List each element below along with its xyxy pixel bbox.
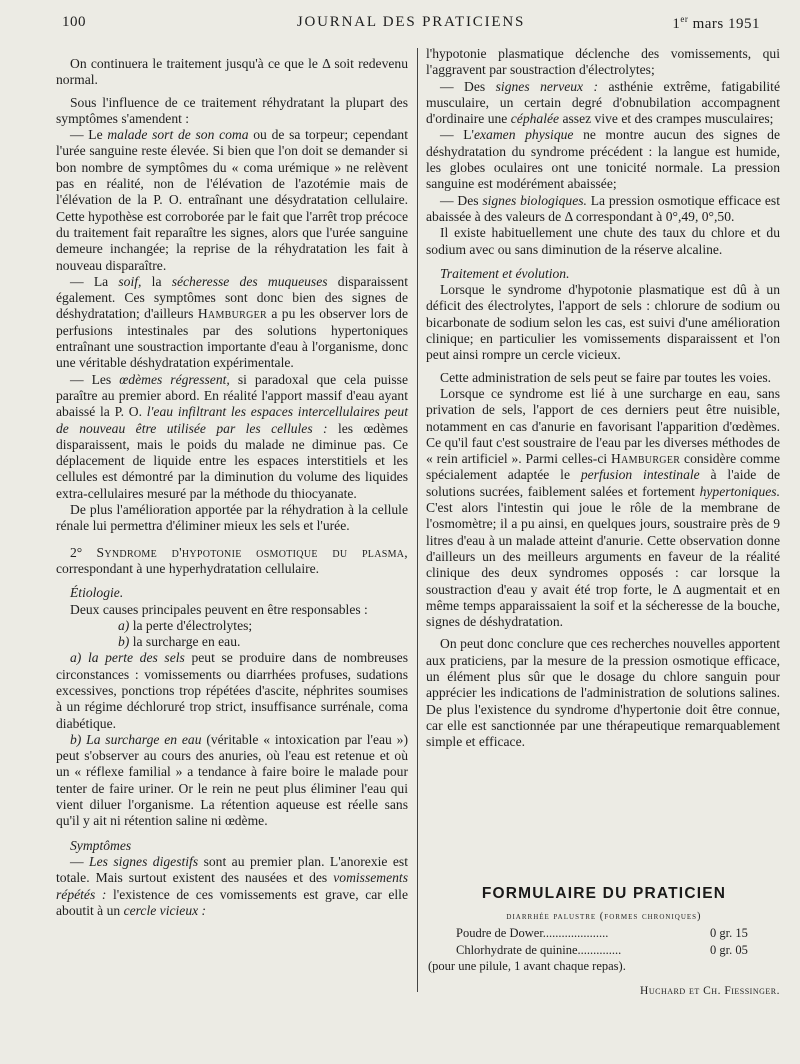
formulaire-title: FORMULAIRE DU PRATICIEN bbox=[481, 885, 727, 902]
paragraph: l'hypotonie plasmatique déclenche des vomissements, qui l'aggravent par soustraction d'électrolytes; bbox=[426, 46, 780, 78]
page-number: 100 bbox=[62, 14, 86, 30]
list-item: b) la surcharge en eau. bbox=[118, 634, 241, 650]
paragraph: — L'examen physique ne montre aucun des signes de déshydratation du syndrome précédent : la langue est humide, les globes oculaires ont une tonicité normale. La pression sanguine est modérément abaissée; bbox=[426, 127, 780, 192]
prescription-row bbox=[428, 943, 780, 958]
paragraph: — Des signes nerveux : asthénie extrême, fatigabilité musculaire, un certain degré d'obnubilation accompagnent d'ordinaire une céphalée assez vive et des crampes musculaires; bbox=[426, 78, 780, 127]
paragraph: De plus l'amélioration apportée par la réhydration à la cellule rénale lui permettra d'éliminer mieux les sels et l'urée. bbox=[56, 502, 408, 534]
section-heading: 2° Syndrome d'hypotonie osmotique du plasma, correspondant à une hyperhydratation cellulaire. bbox=[56, 544, 409, 576]
subheading-symptomes: Symptômes bbox=[70, 837, 132, 853]
paragraph: — Les signes digestifs sont au premier plan. L'anorexie est totale. Mais surtout existent des nausées et des vomissements répétés : l'existence de ces vomissements est grave, car elle aboutit à un cercle vicieux : bbox=[56, 853, 408, 918]
prescription-authors: Huchard et Ch. Fiessinger. bbox=[640, 985, 780, 997]
paragraph: Deux causes principales peuvent en être responsables : bbox=[70, 601, 368, 617]
paragraph: — Des signes biologiques. La pression osmotique efficace est abaissée à des valeurs de Δ correspondant à 0°,49, 0°,50. bbox=[426, 192, 780, 224]
paragraph: — Les œdèmes régressent, si paradoxal que cela puisse paraître au premier abord. En réalité l'apport massif d'eau ayant abaissé la P. O. l'eau infiltrant les espaces intercellulaires peut de nouveau être utilisée par les cellules : les œdèmes disparaissent, mais le poids du malade ne diminue pas. Ce déplacement de liquide entre les espaces interstitiels et les cellules est démontré par la diminution du volume des liquides extra-cellulaires mesuré par la méthode du thiocyanate. bbox=[56, 371, 408, 501]
paragraph: On peut donc conclure que ces recherches nouvelles apportent aux praticiens, par la mesure de la pression osmotique efficace, un élément plus sûr que le dosage du chlore sanguin pour apprécier les indications de l'administration de solutions salines. De plus l'existence du syndrome d'hypertonie doit être connue, car elle est sanctionnée par une thérapeutique remarquablement simple et efficace. bbox=[426, 636, 780, 750]
journal-title: JOURNAL DES PRATICIENS bbox=[296, 14, 526, 30]
ingredient-label: Poudre de Dower..................... bbox=[456, 926, 609, 940]
subheading-etiologie: Étiologie. bbox=[70, 585, 124, 601]
paragraph: On continuera le traitement jusqu'à ce que le Δ soit redevenu normal. bbox=[56, 56, 408, 88]
prescription-row bbox=[428, 926, 780, 941]
paragraph: Lorsque le syndrome d'hypotonie plasmatique est dû à un déficit des électrolytes, l'apport de sels : chlorure de sodium ou bicarbonate de sodium selon les cas, est suivi d'une amélioration clinique; en particulier les vomissements disparaissent et l'on peut ainsi rompre un cercle vicieux. bbox=[426, 282, 780, 363]
formulaire-subtitle: diarrhée palustre (formes chroniques) bbox=[506, 911, 702, 922]
paragraph: a) la perte des sels peut se produire dans de nombreuses circonstances : vomissements ou diarrhées profuses, sudations excessives, ponctions trop répétées d'ascite, néphrites soumises à un régime déchloruré trop strict, insuffisance surrénale, coma diabétique. bbox=[56, 650, 409, 731]
page-header bbox=[62, 14, 760, 40]
paragraph: Lorsque ce syndrome est lié à une surcharge en eau, sans privation de sels, l'apport de ces derniers peut être nuisible, notamment en cas d'anurie en favorisant l'apparition d'œdèmes. Ce qu'il faut c'est soustraire de l'eau par les diverses méthodes de « rein artificiel ». Parmi celles-ci Hamburger considère comme spécialement adaptée le perfusion intestinale à l'aide de solutions sucrées, faiblement salées et fortement hypertoniques. C'est alors l'intestin qui joue le rôle de la membrane de l'osmomètre; il a pu ainsi, en quelques jours, soustraire près de 9 litres d'eau à un malade atteint d'anurie. Cette observation donne d'ailleurs un des meilleurs arguments en faveur de la réalité clinique des deux syndromes opposés : car lorsque la soustraction d'eau y avait été trop forte, le Δ augmentait et en même temps apparaissaient la soif et la sécheresse de la bouche, signes de déshydratation. bbox=[426, 385, 780, 630]
paragraph: Il existe habituellement une chute des taux du chlore et du sodium avec ou sans diminution de la réserve alcaline. bbox=[426, 225, 780, 257]
column-divider bbox=[417, 48, 418, 992]
paragraph: Sous l'influence de ce traitement réhydratant la plupart des symptômes s'amendent : bbox=[56, 94, 408, 126]
paragraph: Cette administration de sels peut se faire par toutes les voies. bbox=[440, 369, 772, 385]
list-item: a) la perte d'électrolytes; bbox=[118, 617, 253, 633]
subheading-traitement: Traitement et évolution. bbox=[440, 265, 570, 281]
issue-date: 1er mars 1951 bbox=[672, 14, 760, 32]
right-column bbox=[426, 46, 780, 750]
paragraph: — Le malade sort de son coma ou de sa torpeur; cependant l'urée sanguine reste élevée. Si bien que l'on doit se demander si bon nombre de symptômes du « coma urémique » ne relèvent pas en réalité, non de l'élévation de l'azotémie mais de l'élévation de la P. O. entraînant une désydratation cellulaire. Cette hypothèse est corroborée par le fait que l'arrêt trop précoce du traitement fait reparaître les signes, alors que l'urée sanguine demeure inchangée; la reprise de la réhydratation les fait à nouveau disparaître. bbox=[56, 127, 408, 273]
ingredient-dose: 0 gr. 05 bbox=[710, 943, 748, 957]
paragraph: — La soif, la sécheresse des muqueuses disparaissent également. Ces symptômes sont donc bien des signes de déshydratation; d'ailleurs Hamburger a pu les observer lors de perfusions intestinales par des solutions hypertoniques entraînant une soustraction importante d'eau à l'organisme, donc une véritable déshydratation expérimentale. bbox=[56, 273, 408, 371]
ingredient-dose: 0 gr. 15 bbox=[710, 926, 748, 940]
left-column bbox=[56, 56, 408, 919]
ingredient-label: Chlorhydrate de quinine.............. bbox=[456, 943, 622, 957]
formulaire-box bbox=[428, 886, 780, 999]
paragraph: b) La surcharge en eau (véritable « intoxication par l'eau ») peut s'observer au cours des anuries, où l'eau est retenue et où un « réflexe familial » a tendance à faire boire le malade pour tenter de faire uriner. Or le rein ne peut plus éliminer l'eau qui vient diluer l'organisme. La rétention aqueuse est réelle sans qu'il y ait ni rétention saline ni œdème. bbox=[56, 731, 408, 829]
prescription-note: (pour une pilule, 1 avant chaque repas). bbox=[428, 959, 626, 973]
